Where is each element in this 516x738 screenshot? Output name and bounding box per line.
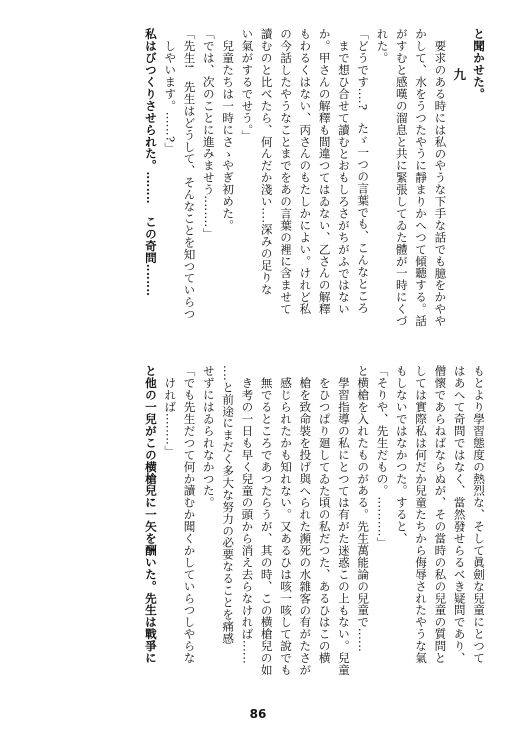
text-line: 感じられたかも知れない。又あるひは咳一咳して說でも — [279, 377, 294, 676]
text-line: と聞かせた。 — [472, 28, 486, 100]
text-line: の今話したやうなことまでをあの言葉の裡に含ませて — [279, 28, 294, 315]
text-line: はあへて奇問ではなく、當然發せらるべき疑問であり、 — [452, 365, 467, 664]
text-line: 槍を致命裝を投げ與へられた瀕死の水雜客の有がたさが — [298, 377, 313, 676]
top-text-block — [141, 28, 488, 350]
text-line: 「どうです‥‥? たゞ一つの言葉でも、こんなところ — [356, 28, 371, 314]
text-line: しては實際私は何だか兒童たちから侮辱されたやうな氣 — [414, 365, 429, 664]
text-line: か。甲さんの解釋も間違つてはゐない、乙さんの解釋 — [317, 28, 332, 315]
text-line: 「では、次のことに進みませう‥‥‥‥」 — [201, 28, 216, 240]
text-line: 「でも先生だつて何か讀むか聞くかしていらつしやらな — [182, 365, 197, 664]
text-line: もしないではなかつた。すると、 — [394, 365, 409, 545]
text-line: もとより學習態度の熱烈な、そして眞劍な兒童にとつて — [472, 365, 486, 664]
text-line: き考の一日も早く兒童の頭から消え去らなければ‥‥‥ — [240, 377, 255, 665]
text-line: せずにはゐられなかつた。 — [201, 365, 216, 509]
text-line: 僧懷であらねばならぬが、その當時の私の兒童の質問と — [433, 365, 448, 664]
text-line: と横槍を入れたものがある。先生萬能論の兒童で‥‥‥ — [356, 365, 371, 653]
text-line: もわるくはない、丙さんのもたしかによい。けれど私 — [298, 28, 313, 315]
text-line: 「そりや、先生だもの。‥‥‥‥‥」 — [375, 365, 390, 549]
text-line: い氣がするでせう。」 — [240, 28, 255, 142]
text-line: かして、水をうつたやうに靜まりかへつて傾聽する。話 — [414, 28, 429, 327]
text-line: 學習指導の私にとつては有がた迷惑この上もない。兒童 — [336, 377, 351, 676]
text-line: がすむと感嘆の溜息と共に緊張してゐた體が一時にくづ — [394, 28, 409, 327]
text-line: ければ‥‥‥‥」 — [163, 377, 178, 458]
bottom-text-block — [141, 365, 488, 695]
text-line: しやいます。‥‥‥?」 — [163, 40, 178, 155]
text-line: れた。 — [375, 28, 390, 64]
text-line: 要求のある時には私のやうな下手な話でも臆をかやや — [433, 40, 448, 327]
text-line: 讀むのと比べたら、何んだか淺い‥‥深みの足りな — [259, 28, 274, 296]
text-line: まで想ひ合せて讀むとおもしろさがちがふではない — [336, 40, 351, 315]
text-line: ‥‥と前途にまだく多大な努力の必要なることを痛感 — [221, 365, 236, 645]
text-line: 無でるところであつたらうが、其の時、この横槍兒の如 — [259, 377, 274, 676]
text-line: 「先生! 先生はどうして、そんなことを知つていらつ — [182, 28, 197, 320]
text-line: と他の一兒がこの横槍兒に一矢を酬いた。先生は戰爭に — [143, 365, 158, 664]
text-line: をひつぱり廻してゐた頃の私だつた、あるひはこの横 — [317, 377, 332, 664]
text-line: 兒童たちは一時にさゝやぎ初めた。 — [221, 40, 236, 232]
section-heading: 九 — [451, 68, 467, 81]
page-number: 86 — [249, 707, 267, 721]
text-line: 私はびつくりさせられた。‥‥‥‥ この奇問‥‥‥‥ — [143, 28, 158, 297]
